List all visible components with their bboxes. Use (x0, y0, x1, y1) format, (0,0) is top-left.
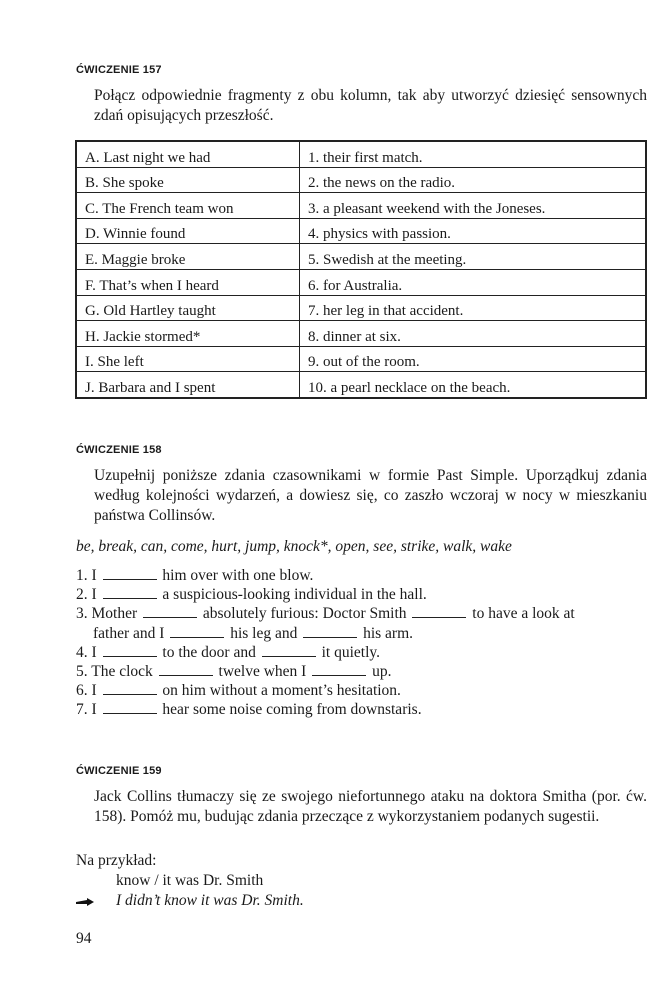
left-fragment: J. Barbara and I spent (76, 372, 300, 398)
sentence-number: 3. (76, 605, 88, 623)
exercise-158-heading: ĆWICZENIE 158 (76, 444, 162, 456)
answer-blank[interactable] (103, 682, 157, 695)
sentence-text: hear some noise coming from downstaris. (162, 701, 422, 719)
sentence-7 (76, 700, 651, 719)
example-prompt: know / it was Dr. Smith (116, 872, 264, 889)
table-row (76, 295, 646, 321)
right-fragment: 4. physics with passion. (300, 218, 647, 244)
right-fragment: 3. a pleasant weekend with the Joneses. (300, 193, 647, 219)
sentence-text: to the door and (162, 643, 256, 661)
left-fragment: F. That’s when I heard (76, 269, 300, 295)
right-fragment: 7. her leg in that accident. (300, 295, 647, 321)
table-row (76, 244, 646, 270)
sentence-number: 1. (76, 567, 88, 584)
sentence-3-continued (76, 624, 651, 643)
left-fragment: D. Winnie found (76, 218, 300, 244)
left-fragment: G. Old Hartley taught (76, 295, 300, 321)
sentence-text: father and I (93, 624, 165, 642)
right-fragment: 8. dinner at six. (300, 321, 647, 347)
right-fragment: 1. their first match. (300, 141, 647, 167)
sentence-text: his leg and (230, 624, 298, 642)
sentence-text: to have a look at (472, 605, 575, 623)
left-fragment: B. She spoke (76, 167, 300, 193)
example-answer: I didn’t know it was Dr. Smith. (116, 892, 304, 909)
right-fragment: 2. the news on the radio. (300, 167, 647, 193)
left-fragment: C. The French team won (76, 193, 300, 219)
sentence-text: him over with one blow. (162, 567, 314, 584)
sentence-text: I (91, 682, 97, 700)
sentence-text: I (91, 643, 97, 661)
sentence-text: I (91, 586, 97, 604)
answer-blank[interactable] (103, 701, 157, 714)
exercise-157-heading: ĆWICZENIE 157 (76, 64, 162, 76)
table-row (76, 346, 646, 372)
table-row (76, 193, 646, 219)
page-number: 94 (76, 930, 92, 947)
sentence-text: up. (372, 663, 392, 681)
sentence-list (76, 566, 651, 720)
table-row (76, 141, 646, 167)
right-fragment: 6. for Australia. (300, 269, 647, 295)
answer-blank[interactable] (159, 663, 213, 676)
sentence-text: The clock (91, 663, 153, 681)
table-row (76, 269, 646, 295)
table-row (76, 218, 646, 244)
left-fragment: A. Last night we had (76, 141, 300, 167)
sentence-text: I (91, 567, 97, 584)
example-label: Na przykład: (76, 852, 157, 869)
right-fragment: 5. Swedish at the meeting. (300, 244, 647, 270)
sentence-number: 2. (76, 586, 88, 604)
table-row (76, 167, 646, 193)
sentence-text: on him without a moment’s hesitation. (162, 682, 401, 700)
right-fragment: 9. out of the room. (300, 346, 647, 372)
sentence-2 (76, 585, 651, 604)
sentence-6 (76, 681, 651, 700)
left-fragment: E. Maggie broke (76, 244, 300, 270)
sentence-text: his arm. (363, 624, 414, 642)
answer-blank[interactable] (103, 567, 157, 580)
exercise-158-instruction: Uzupełnij poniższe zdania czasownikami w formie Past Simple. Uporządkuj zdania według kolejności wydarzeń, a dowiesz się, co zaszło wczoraj w nocy w mieszkaniu państwa Collinsów. (94, 467, 647, 524)
exercise-159-heading: ĆWICZENIE 159 (76, 765, 162, 777)
left-fragment: I. She left (76, 346, 300, 372)
answer-blank[interactable] (312, 663, 366, 676)
sentence-text: a suspicious-looking individual in the hall. (162, 586, 427, 604)
sentence-text: twelve when I (218, 663, 307, 681)
sentence-number: 4. (76, 643, 88, 661)
sentence-3 (76, 604, 651, 623)
sentence-text: I (91, 701, 97, 719)
sentence-number: 5. (76, 663, 88, 681)
answer-blank[interactable] (412, 605, 466, 618)
pointing-hand-icon (75, 897, 95, 907)
answer-blank[interactable] (170, 625, 224, 638)
sentence-number: 7. (76, 701, 88, 719)
answer-blank[interactable] (303, 625, 357, 638)
exercise-159-instruction: Jack Collins tłumaczy się ze swojego niefortunnego ataku na doktora Smitha (por. ćw. 158). Pomóż mu, budując zdania przeczące z wykorzystaniem podanych sugestii. (94, 788, 647, 825)
answer-blank[interactable] (103, 644, 157, 657)
sentence-text: Mother (91, 605, 138, 623)
sentence-text: it quietly. (321, 643, 380, 661)
sentence-text: absolutely furious: Doctor Smith (202, 605, 407, 623)
answer-blank[interactable] (103, 586, 157, 599)
sentence-4 (76, 643, 651, 662)
sentence-1 (76, 566, 651, 585)
table-row (76, 372, 646, 398)
sentence-5 (76, 662, 651, 681)
sentence-number: 6. (76, 682, 88, 700)
answer-blank[interactable] (143, 605, 197, 618)
table-row (76, 321, 646, 347)
exercise-157-instruction: Połącz odpowiednie fragmenty z obu kolumn, tak aby utworzyć dziesięć sensownych zdań opisujących przeszłość. (94, 87, 647, 124)
left-fragment: H. Jackie stormed* (76, 321, 300, 347)
matching-table (75, 140, 647, 399)
verb-list: be, break, can, come, hurt, jump, knock*, open, see, strike, walk, wake (76, 538, 512, 555)
answer-blank[interactable] (262, 644, 316, 657)
right-fragment: 10. a pearl necklace on the beach. (300, 372, 647, 398)
